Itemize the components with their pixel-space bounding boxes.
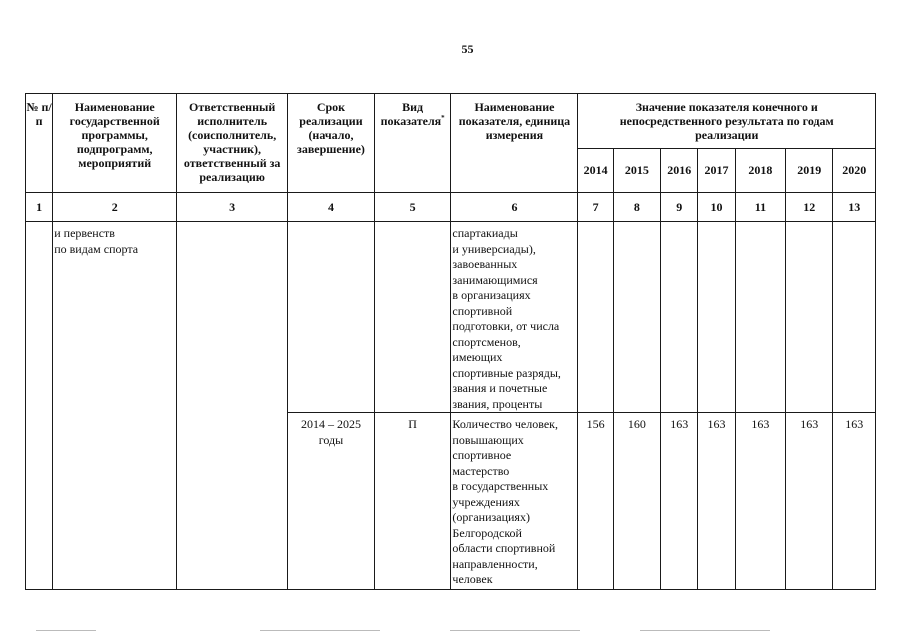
column-number: 7 <box>578 193 613 222</box>
row-number-cell <box>26 222 53 590</box>
table-row <box>26 222 876 413</box>
column-number: 1 <box>26 193 53 222</box>
value-cell <box>833 222 876 413</box>
header-year: 2020 <box>833 149 876 193</box>
term-cell <box>288 222 375 413</box>
header-term: Срок реализации (начало, завершение) <box>288 94 375 193</box>
column-numbers-row <box>26 193 876 222</box>
scan-edge-line <box>260 630 380 631</box>
column-number: 10 <box>698 193 735 222</box>
value-cell: 160 <box>613 413 660 590</box>
column-number: 11 <box>735 193 785 222</box>
indicator-name-cell: спартакиады и универсиады), завоеванных занимающимися в организациях спортивной подготовки, от числа спортсменов, имеющих спортивные разряды, звания и почетные звания, проценты <box>451 222 578 413</box>
value-cell: 163 <box>786 413 833 590</box>
header-type-label: Вид показателя <box>380 100 442 128</box>
header-year: 2018 <box>735 149 785 193</box>
program-cell: и первенств по видам спорта <box>53 222 177 590</box>
executor-cell <box>177 222 288 590</box>
header-program: Наименование государственной программы, подпрограмм, мероприятий <box>53 94 177 193</box>
column-number: 9 <box>661 193 698 222</box>
column-number: 6 <box>451 193 578 222</box>
scan-edge-line <box>450 630 580 631</box>
indicator-name-cell: Количество человек, повышающих спортивное мастерство в государственных учреждениях (организациях) Белгородской области спортивной направленности, человек <box>451 413 578 590</box>
value-cell <box>698 222 735 413</box>
header-type <box>374 94 451 193</box>
value-cell: 163 <box>661 413 698 590</box>
program-indicators-table <box>25 93 876 590</box>
header-year: 2014 <box>578 149 613 193</box>
column-number: 8 <box>613 193 660 222</box>
header-year: 2015 <box>613 149 660 193</box>
indicator-type-cell <box>374 222 451 413</box>
scan-edge-line <box>640 630 770 631</box>
header-year: 2017 <box>698 149 735 193</box>
header-indicator: Наименование показателя, единица измерения <box>451 94 578 193</box>
column-number: 4 <box>288 193 375 222</box>
column-number: 2 <box>53 193 177 222</box>
value-cell <box>735 222 785 413</box>
header-year: 2016 <box>661 149 698 193</box>
value-cell <box>613 222 660 413</box>
value-cell <box>786 222 833 413</box>
term-cell: 2014 – 2025 годы <box>288 413 375 590</box>
header-row-top <box>26 94 876 149</box>
column-number: 3 <box>177 193 288 222</box>
scan-edge-line <box>36 630 96 631</box>
page-number: 55 <box>461 42 474 56</box>
value-cell <box>661 222 698 413</box>
column-number: 12 <box>786 193 833 222</box>
value-cell <box>578 222 613 413</box>
header-executor: Ответственный исполнитель (соисполнитель, участник), ответственный за реализацию <box>177 94 288 193</box>
header-values: Значение показателя конечного и непосредственного результата по годам реализации <box>578 94 876 149</box>
value-cell: 163 <box>735 413 785 590</box>
value-cell: 163 <box>698 413 735 590</box>
header-number: № п/п <box>26 94 53 193</box>
indicator-type-cell: П <box>374 413 451 590</box>
column-number: 13 <box>833 193 876 222</box>
column-number: 5 <box>374 193 451 222</box>
value-cell: 163 <box>833 413 876 590</box>
header-year: 2019 <box>786 149 833 193</box>
header-type-footnote-mark: * <box>441 114 445 122</box>
value-cell: 156 <box>578 413 613 590</box>
